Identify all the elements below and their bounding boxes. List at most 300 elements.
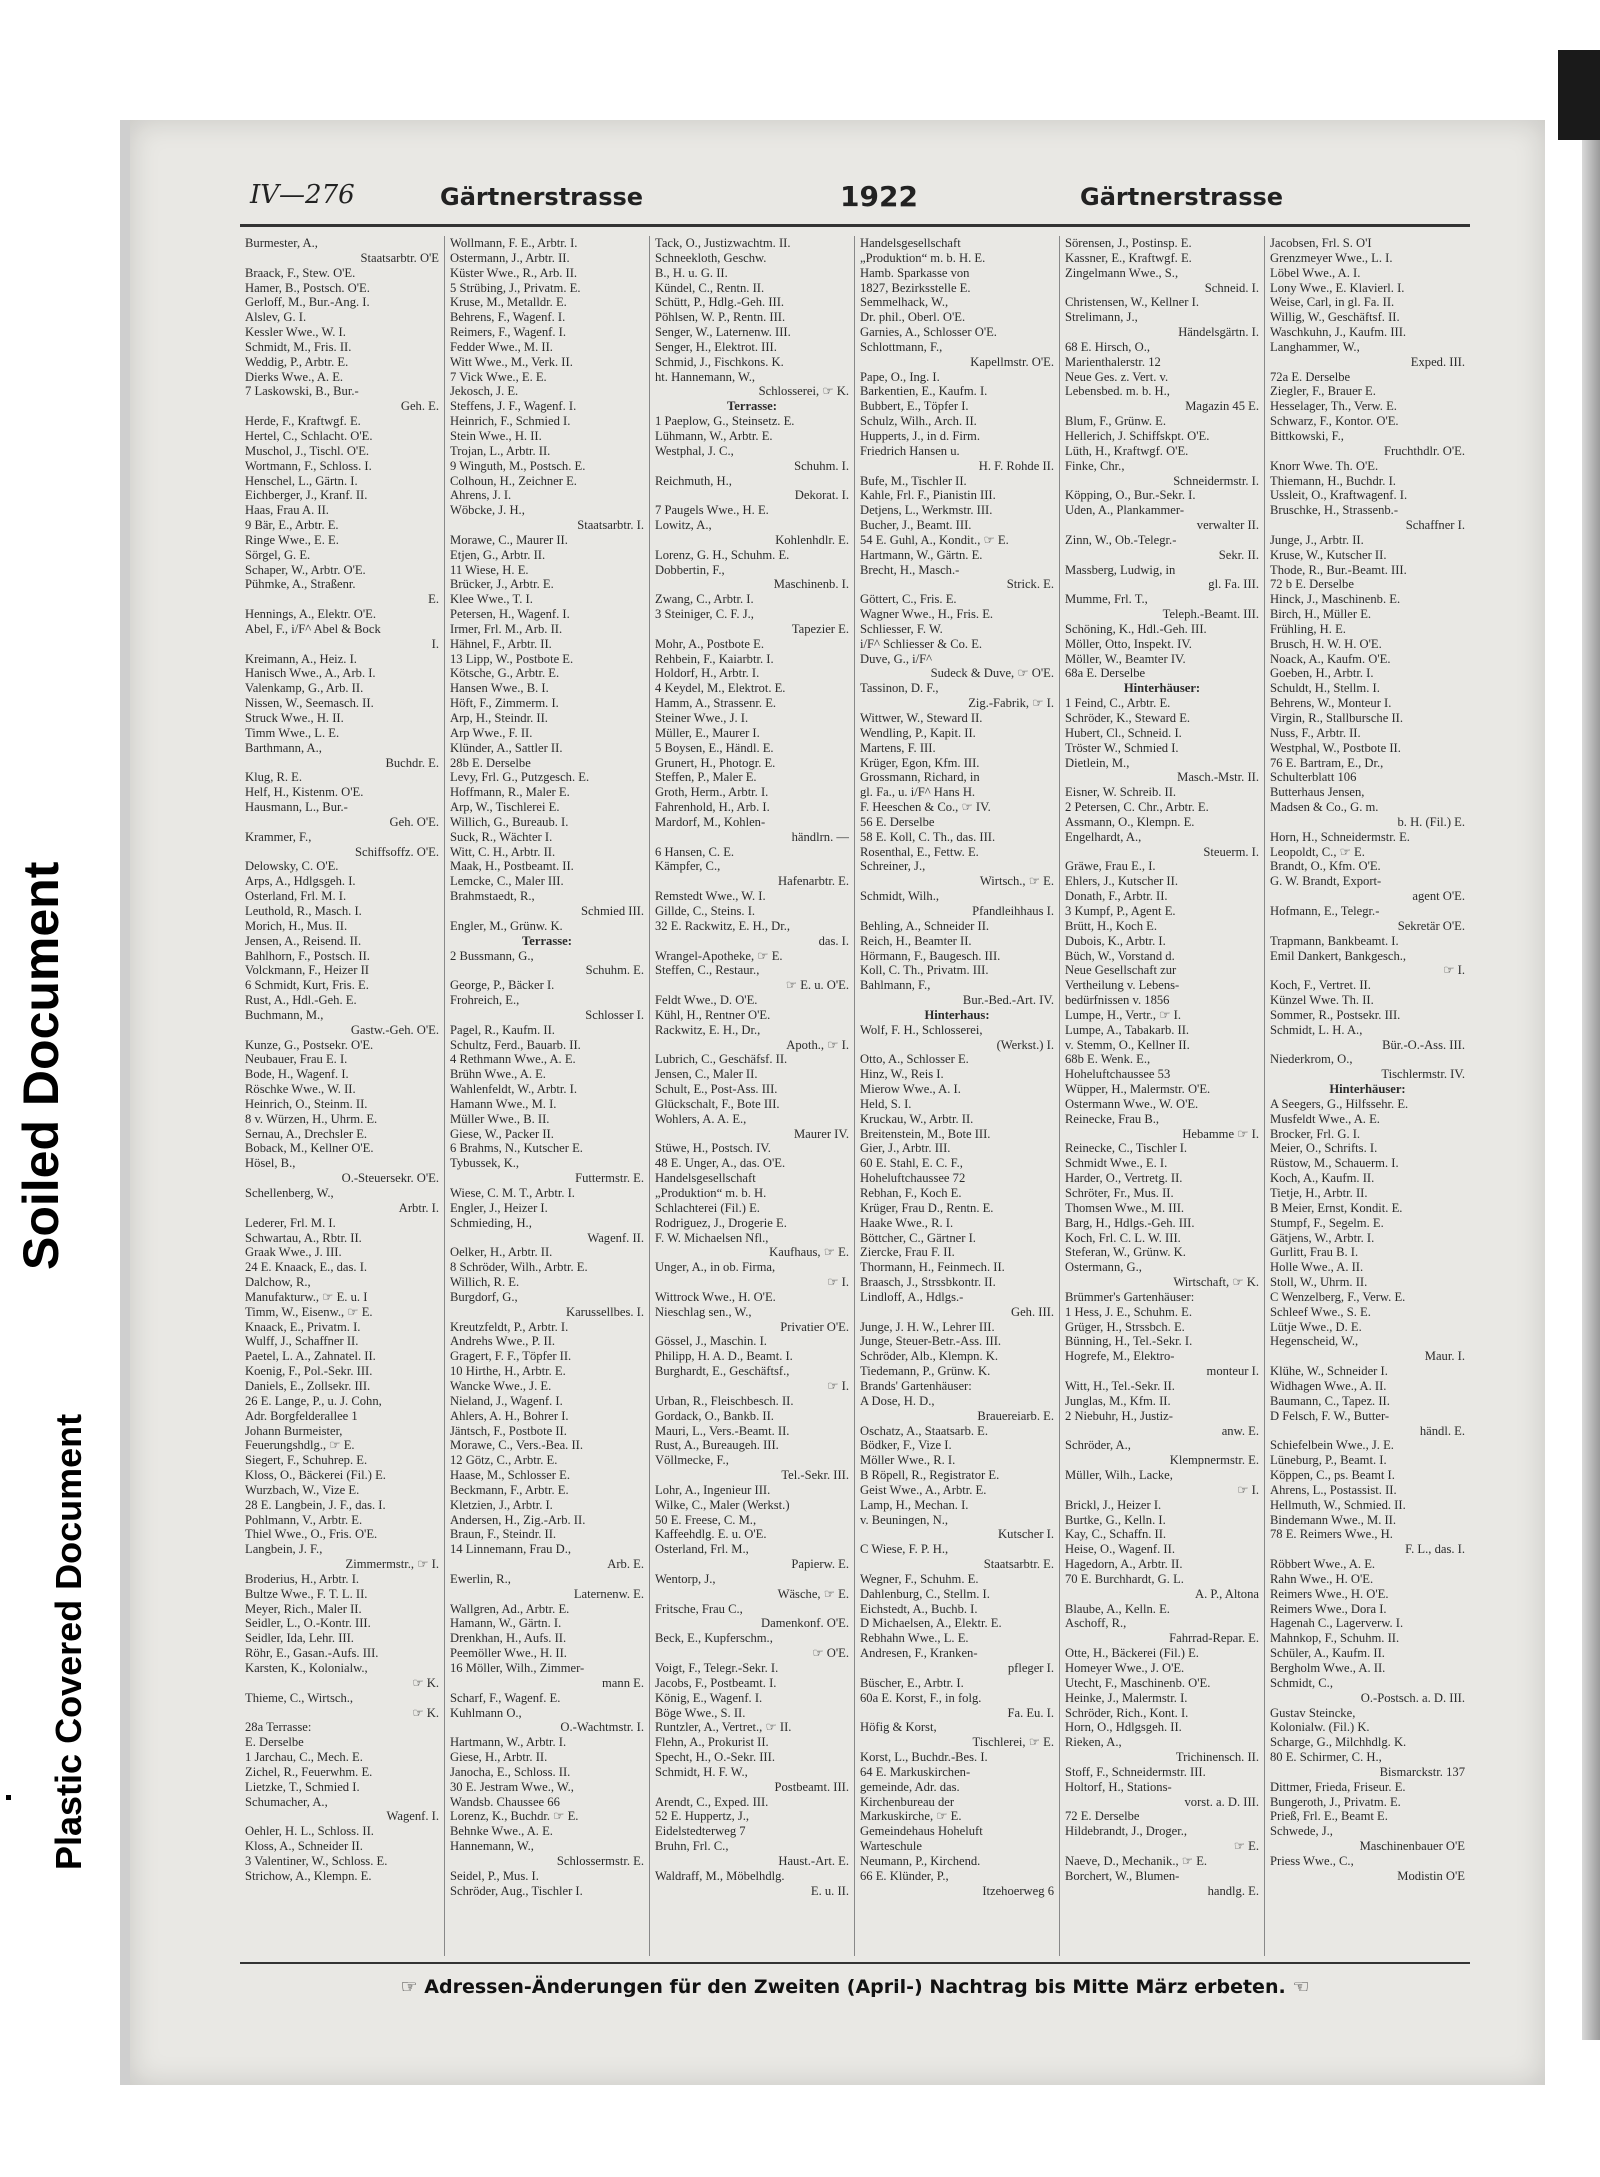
directory-entry: Musfeldt Wwe., A. E. xyxy=(1270,1111,1380,1126)
directory-entry: Seidler, Ida, Lehr. III. xyxy=(245,1631,354,1646)
directory-entry: Nieland, J., Wagenf. I. xyxy=(450,1393,563,1408)
directory-entry: Heinrich, O., Steinm. II. xyxy=(245,1096,368,1111)
directory-entry: Höft, F., Zimmerm. I. xyxy=(450,696,559,711)
directory-entry: 7 Laskowski, B., Bur.- xyxy=(245,384,359,399)
directory-entry: Oehler, H. L., Schloss. II. xyxy=(245,1824,374,1839)
directory-entry: 28a Terrasse: xyxy=(245,1720,312,1735)
directory-entry: Schiffsoffz. O'E. xyxy=(355,844,439,859)
directory-entry: Stoff, F., Schneidermstr. III. xyxy=(1065,1764,1206,1779)
directory-entry: Paetel, L. A., Zahnatel. II. xyxy=(245,1349,376,1364)
directory-entry: Lumpe, A., Tabakarb. II. xyxy=(1065,1022,1190,1037)
directory-entry: Knaack, E., Privatm. I. xyxy=(245,1319,361,1334)
directory-entry: Lebensbed. m. b. H., xyxy=(1065,384,1170,399)
directory-entry: Tack, O., Justizwachtm. II. xyxy=(655,236,791,250)
directory-entry: Schneid. I. xyxy=(1204,280,1259,295)
directory-entry: Ziegler, F., Brauer E. xyxy=(1270,384,1376,399)
directory-entry: Buchdr. E. xyxy=(385,755,439,770)
directory-entry: Steffen, P., Maler E. xyxy=(655,770,757,785)
directory-entry: Rieken, A., xyxy=(1065,1735,1122,1750)
directory-entry: 28 E. Langbein, J. F., das. I. xyxy=(245,1497,386,1512)
directory-entry: Ehlers, J., Kutscher II. xyxy=(1065,874,1178,889)
directory-entry: Wegner, F., Schuhm. E. xyxy=(860,1571,979,1586)
directory-entry: Hagedorn, A., Arbtr. II. xyxy=(1065,1557,1183,1572)
directory-entry: Prieß, Frl. E., Beamt E. xyxy=(1270,1809,1388,1824)
directory-entry: Wittwer, W., Steward II. xyxy=(860,711,983,725)
directory-entry: Zichel, R., Feuerwhm. E. xyxy=(245,1764,373,1779)
directory-entry: Peemöller Wwe., H. II. xyxy=(450,1646,567,1661)
directory-entry: 1827, Bezirksstelle E. xyxy=(860,280,971,295)
directory-entry: Junge, J. H. W., Lehrer III. xyxy=(860,1319,995,1334)
directory-entry: Wagenf. I. xyxy=(386,1809,439,1824)
directory-entry: Neumann, P., Kirchend. xyxy=(860,1853,981,1868)
directory-entry: Hogrefe, M., Elektro- xyxy=(1065,1349,1175,1364)
directory-entry: Kruse, M., Metalldr. E. xyxy=(450,295,567,310)
directory-entry: Sörensen, J., Postinsp. E. xyxy=(1065,236,1192,250)
directory-entry: Schuhm. E. xyxy=(585,963,644,978)
directory-entry: Barg, H., Hdlgs.-Geh. III. xyxy=(1065,1215,1195,1230)
directory-entry: 56 E. Derselbe xyxy=(860,814,935,829)
directory-entry: Emil Dankert, Bankgesch., xyxy=(1270,948,1407,963)
margin-tick-mark xyxy=(6,1795,11,1800)
directory-entry: Hoheluftchaussee 72 xyxy=(860,1171,966,1186)
directory-entry: Garnies, A., Schlosser O'E. xyxy=(860,325,997,340)
directory-entry: Röschke Wwe., W. II. xyxy=(245,1082,356,1097)
directory-entry: Jäntsch, F., Postbote II. xyxy=(450,1423,567,1438)
directory-entry: Ziercke, Frau F. II. xyxy=(860,1245,955,1260)
directory-entry: Urban, R., Fleischbesch. II. xyxy=(655,1393,794,1408)
directory-entry: Bur.-Bed.-Art. IV. xyxy=(962,993,1054,1008)
directory-entry: Kloss, O., Bäckerei (Fil.) E. xyxy=(245,1468,386,1483)
directory-entry: Kletzien, J., Arbtr. I. xyxy=(450,1497,553,1512)
directory-column-6 xyxy=(1265,236,1470,1956)
directory-entry: A Seegers, G., Hilfssehr. E. xyxy=(1270,1096,1409,1111)
directory-entry: Sekr. II. xyxy=(1218,547,1259,562)
directory-entry: Kassner, E., Kraftwgf. E. xyxy=(1065,250,1192,265)
directory-entry: Rosenthal, E., Fettw. E. xyxy=(860,844,979,859)
directory-entry: Sommer, R., Postsekr. III. xyxy=(1270,1007,1401,1022)
directory-entry: Kirchenbureau der xyxy=(860,1794,955,1809)
directory-entry: Bubbert, E., Töpfer I. xyxy=(860,399,969,414)
directory-entry: Ostermann, G., xyxy=(1065,1260,1142,1275)
directory-entry: Giese, W., Packer II. xyxy=(450,1126,554,1141)
directory-entry: Büch, W., Vorstand d. xyxy=(1065,948,1175,963)
directory-entry: Witt, C. H., Arbtr. II. xyxy=(450,844,556,859)
directory-entry: Brecht, H., Masch.- xyxy=(860,562,960,577)
directory-entry: Breitenstein, M., Bote III. xyxy=(860,1126,991,1141)
directory-entry: Wäsche, ☞ E. xyxy=(777,1586,849,1601)
directory-entry: Lowitz, A., xyxy=(655,518,712,533)
directory-entry: Junge, J., Arbtr. II. xyxy=(1270,532,1364,547)
directory-entry: König, E., Wagenf. I. xyxy=(655,1690,763,1705)
directory-column-1 xyxy=(240,236,445,1956)
directory-entry: Horn, O., Hdlgsgeh. II. xyxy=(1065,1720,1182,1735)
directory-entry: Müller Wwe., B. II. xyxy=(450,1111,550,1126)
directory-entry: Strelimann, J., xyxy=(1065,310,1138,325)
directory-entry: Behnke Wwe., A. E. xyxy=(450,1824,553,1839)
directory-entry: Struck Wwe., H. II. xyxy=(245,711,344,725)
directory-entry: Kahle, Frl. F., Pianistin III. xyxy=(860,488,996,503)
directory-entry: Staatsarbtr. E. xyxy=(983,1557,1054,1572)
directory-entry: 58 E. Koll, C. Th., das. III. xyxy=(860,829,996,844)
directory-entry: Mumme, Frl. T., xyxy=(1065,592,1148,607)
directory-entry: Dierks Wwe., A. E. xyxy=(245,369,344,384)
directory-entry: Goeben, H., Arbtr. I. xyxy=(1270,666,1374,681)
directory-entry: Petersen, H., Wagenf. I. xyxy=(450,607,570,622)
directory-entry: Kolonialw. (Fil.) K. xyxy=(1270,1720,1370,1735)
directory-entry: Steffen, C., Restaur., xyxy=(655,963,760,978)
directory-entry: 50 E. Freese, C. M., xyxy=(655,1512,757,1527)
directory-entry: Gätjens, W., Arbtr. I. xyxy=(1270,1230,1375,1245)
plastic-covered-label: Plastic Covered Document xyxy=(48,1413,89,1870)
directory-entry: Assmann, O., Klempn. E. xyxy=(1065,814,1195,829)
directory-entry: Irmer, Frl. M., Arb. II. xyxy=(450,621,563,636)
directory-entry: Helf, H., Kistenm. O'E. xyxy=(245,785,364,800)
directory-entry: 30 E. Jestram Wwe., W., xyxy=(450,1779,574,1794)
directory-entry: Harder, O., Vertretg. II. xyxy=(1065,1171,1183,1186)
directory-entry: Postbeamt. III. xyxy=(774,1779,849,1794)
directory-entry: Sörgel, G. E. xyxy=(245,547,311,562)
directory-entry: Tietje, H., Arbtr. II. xyxy=(1270,1186,1368,1200)
directory-entry: 24 E. Knaack, E., das. I. xyxy=(245,1260,368,1275)
directory-entry: 68b E. Wenk. E., xyxy=(1065,1052,1151,1067)
directory-entry: 1 Feind, C., Arbtr. E. xyxy=(1065,696,1171,711)
directory-entry: Kruckau, W., Arbtr. II. xyxy=(860,1111,974,1126)
directory-entry: 60a E. Korst, F., in folg. xyxy=(860,1690,982,1705)
directory-entry: Colhoun, H., Zeichner E. xyxy=(450,473,577,488)
directory-entry: Rebhahn Wwe., L. E. xyxy=(860,1631,969,1646)
directory-entry: Korst, L., Buchdr.-Bes. I. xyxy=(860,1750,988,1765)
directory-entry: v. Stemm, O., Kellner II. xyxy=(1065,1037,1190,1052)
directory-entry: Wüpper, H., Malermstr. O'E. xyxy=(1065,1082,1211,1097)
directory-entry: Völlmecke, F., xyxy=(655,1453,729,1468)
directory-entry: ☞ E. u. O'E. xyxy=(785,978,849,993)
directory-entry: Hesselager, Th., Verw. E. xyxy=(1270,399,1397,414)
directory-entry: Itzehoerweg 6 xyxy=(982,1883,1054,1898)
directory-entry: gl. Fa. III. xyxy=(1208,577,1259,592)
directory-entry: Hildebrandt, J., Droger., xyxy=(1065,1824,1188,1839)
directory-entry: 1 Paeplow, G., Steinsetz. E. xyxy=(655,414,795,429)
directory-entry: Thiel Wwe., O., Fris. O'E. xyxy=(245,1527,378,1542)
directory-entry: Röhr, E., Gasan.-Aufs. III. xyxy=(245,1646,379,1661)
directory-entry: (Werkst.) I. xyxy=(996,1037,1054,1052)
directory-entry: Rahn Wwe., H. O'E. xyxy=(1270,1571,1374,1586)
directory-entry: Eidelstedterweg 7 xyxy=(655,1824,746,1839)
directory-entry: Maurer IV. xyxy=(793,1126,849,1141)
directory-entry: Schwarz, F., Kontor. O'E. xyxy=(1270,414,1399,429)
directory-entry: Neue Ges. z. Vert. v. xyxy=(1065,369,1169,384)
directory-entry: F. L., das. I. xyxy=(1405,1542,1465,1557)
directory-entry: Warteschule xyxy=(860,1839,922,1854)
directory-entry: Rebhan, F., Koch E. xyxy=(860,1186,962,1200)
directory-entry: Koenig, F., Pol.-Sekr. III. xyxy=(245,1364,373,1379)
directory-entry: Möller, Otto, Inspekt. IV. xyxy=(1065,636,1192,651)
directory-entry: Schlottmann, F., xyxy=(860,339,943,354)
directory-entry: Wortmann, F., Schloss. I. xyxy=(245,458,372,473)
scan-corner-shadow xyxy=(1558,50,1600,140)
directory-entry: 4 Rethmann Wwe., A. E. xyxy=(450,1052,576,1067)
directory-entry: 9 Winguth, M., Postsch. E. xyxy=(450,458,586,473)
directory-entry: Utecht, F., Maschinenb. O'E. xyxy=(1065,1675,1211,1690)
directory-entry: Pöhlsen, W. P., Rentn. III. xyxy=(655,310,786,325)
directory-entry: gemeinde, Adr. das. xyxy=(860,1779,960,1794)
directory-entry: Witt, H., Tel.-Sekr. II. xyxy=(1065,1378,1175,1393)
directory-entry: „Produktion“ m. b. H. E. xyxy=(860,250,986,265)
directory-entry: b. H. (Fil.) E. xyxy=(1397,814,1465,829)
directory-entry: Hörmann, F., Baugesch. III. xyxy=(860,948,1001,963)
directory-entry: Ussleit, O., Kraftwagenf. I. xyxy=(1270,488,1408,503)
directory-entry: Witt Wwe., M., Verk. II. xyxy=(450,354,573,369)
directory-entry: 80 E. Schirmer, C. H., xyxy=(1270,1750,1382,1765)
directory-entry: E. Derselbe xyxy=(245,1735,304,1750)
directory-entry: Hellmuth, W., Schmied. II. xyxy=(1270,1497,1406,1512)
directory-entry: Fruchthdlr. O'E. xyxy=(1384,443,1465,458)
directory-entry: Wirtsch., ☞ E. xyxy=(979,874,1054,889)
directory-entry: Kohlenhdlr. E. xyxy=(775,532,849,547)
directory-entry: Kuhlmann O., xyxy=(450,1705,522,1720)
directory-entry: Ringe Wwe., E. E. xyxy=(245,532,339,547)
directory-entry: Schröder, Aug., Tischler I. xyxy=(450,1883,583,1898)
directory-entry: F. Heeschen & Co., ☞ IV. xyxy=(860,800,991,815)
directory-entry: Holtorf, H., Stations- xyxy=(1065,1779,1172,1794)
directory-entry: Apoth., ☞ I. xyxy=(786,1037,849,1052)
directory-column-2 xyxy=(445,236,650,1956)
directory-entry: anw. E. xyxy=(1221,1423,1259,1438)
directory-entry: Wolf, F. H., Schlosserei, xyxy=(860,1022,983,1037)
directory-entry: Widhagen Wwe., A. II. xyxy=(1270,1378,1387,1393)
directory-entry: Schröder, Alb., Klempn. K. xyxy=(860,1349,999,1364)
directory-entry: Engler, M., Grünw. K. xyxy=(450,918,563,933)
directory-entry: Neue Gesellschaft zur xyxy=(1065,963,1177,978)
directory-entry: Schreiner, J., xyxy=(860,859,926,874)
directory-entry: Schellenberg, W., xyxy=(245,1186,334,1200)
directory-entry: Held, S. I. xyxy=(860,1096,912,1111)
directory-entry: B Röpell, R., Registrator E. xyxy=(860,1468,1000,1483)
directory-entry: 26 E. Lange, P., u. J. Cohn, xyxy=(245,1393,382,1408)
directory-entry: Leopoldt, C., ☞ E. xyxy=(1270,844,1365,859)
directory-entry: Jensen, C., Maler II. xyxy=(655,1067,758,1082)
directory-entry: Reich, H., Beamter II. xyxy=(860,933,972,948)
directory-entry: Timm Wwe., L. E. xyxy=(245,725,340,740)
directory-entry: 32 E. Rackwitz, E. H., Dr., xyxy=(655,918,791,933)
directory-entry: ☞ I. xyxy=(827,1378,849,1393)
directory-entry: 13 Lipp, W., Postbote E. xyxy=(450,651,574,666)
directory-entry: Muschol, J., Tischl. O'E. xyxy=(245,443,370,458)
directory-entry: Wilke, C., Maler (Werkst.) xyxy=(655,1497,790,1512)
directory-entry: George, P., Bäcker I. xyxy=(450,978,555,993)
footer-rule xyxy=(240,1962,1470,1964)
directory-entry: Schuldt, H., Stellm. I. xyxy=(1270,681,1380,696)
directory-entry: 8 v. Würzen, H., Uhrm. E. xyxy=(245,1111,378,1126)
directory-entry: 2 Petersen, C. Chr., Arbtr. E. xyxy=(1065,800,1209,815)
directory-entry: Haust.-Art. E. xyxy=(778,1853,849,1868)
directory-entry: „Produktion“ m. b. H. xyxy=(655,1186,767,1200)
directory-entry: Schneidermstr. I. xyxy=(1173,473,1259,488)
directory-entry: Wöbcke, J. H., xyxy=(450,503,525,518)
directory-entry: Haake Wwe., R. I. xyxy=(860,1215,954,1230)
directory-entry: D Felsch, F. W., Butter- xyxy=(1270,1408,1390,1423)
directory-entry: Schmied III. xyxy=(581,903,644,918)
directory-entry: Masch.-Mstr. II. xyxy=(1177,770,1259,785)
directory-entry: Mauri, L., Vers.-Beamt. II. xyxy=(655,1423,790,1438)
directory-entry: Kreimann, A., Heiz. I. xyxy=(245,651,357,666)
directory-entry: gl. Fa., u. i/F^ Hans H. xyxy=(860,785,976,800)
directory-entry: Teleph.-Beamt. III. xyxy=(1162,607,1259,622)
directory-entry: Strichow, A., Klempn. E. xyxy=(245,1868,372,1883)
directory-entry: Ahrens, L., Postassist. II. xyxy=(1270,1482,1397,1497)
directory-entry: Köpping, O., Bur.-Sekr. I. xyxy=(1065,488,1196,503)
directory-entry: Grenzmeyer Wwe., L. I. xyxy=(1270,250,1393,265)
directory-entry: v. Beuningen, N., xyxy=(860,1512,949,1527)
directory-entry: Morawe, C., Vers.-Bea. II. xyxy=(450,1438,584,1453)
directory-entry: Möller Wwe., R. I. xyxy=(860,1453,956,1468)
directory-entry: Ahlers, A. H., Bohrer I. xyxy=(450,1408,569,1423)
directory-entry: D Michaelsen, A., Elektr. E. xyxy=(860,1616,1002,1631)
directory-entry: Arp, H., Steindr. II. xyxy=(450,711,548,725)
directory-entry: Rackwitz, E. H., Dr., xyxy=(655,1022,761,1037)
directory-entry: Lony Wwe., E. Klavierl. I. xyxy=(1270,280,1405,295)
directory-entry: Bergholm Wwe., A. II. xyxy=(1270,1661,1386,1675)
directory-entry: Morawe, C., Maurer II. xyxy=(450,532,568,547)
directory-entry: Privatier O'E. xyxy=(780,1319,849,1334)
directory-entry: Barthmann, A., xyxy=(245,740,322,755)
directory-entry: Dr. phil., Oberl. O'E. xyxy=(860,310,966,325)
directory-entry: Holle Wwe., A. II. xyxy=(1270,1260,1364,1275)
directory-entry: Hamb. Sparkasse von xyxy=(860,265,970,280)
directory-entry: Jacobs, F., Postbeamt. I. xyxy=(655,1675,777,1690)
directory-entry: Feldt Wwe., D. O'E. xyxy=(655,993,758,1008)
directory-entry: 3 Valentiner, W., Schloss. E. xyxy=(245,1853,388,1868)
directory-entry: Löbel Wwe., A. I. xyxy=(1270,265,1361,280)
directory-entry: Lietzke, T., Schmied I. xyxy=(245,1779,360,1794)
directory-entry: Aschoff, R., xyxy=(1065,1616,1127,1631)
directory-entry: Handelsgesellschaft xyxy=(860,236,961,250)
directory-entry: Kämpfer, C., xyxy=(655,859,721,874)
directory-entry: Detjens, L., Werkmstr. III. xyxy=(860,503,993,518)
directory-entry: Maschinenb. I. xyxy=(773,577,849,592)
directory-entry: Semmelhack, W., xyxy=(860,295,949,310)
directory-entry: Maschinenbauer O'E xyxy=(1359,1839,1465,1854)
directory-entry: verwalter II. xyxy=(1196,518,1259,533)
directory-entry: Hinterhaus: xyxy=(924,1007,990,1022)
directory-entry: Kündel, C., Rentn. II. xyxy=(655,280,765,295)
directory-entry: Wagenf. II. xyxy=(587,1230,644,1245)
directory-entry: Suck, R., Wächter I. xyxy=(450,829,553,844)
directory-entry: C Wenzelberg, F., Verw. E. xyxy=(1270,1289,1406,1304)
soiled-document-label: Soiled Document xyxy=(13,861,69,1270)
directory-entry: Grunert, H., Photogr. E. xyxy=(655,755,776,770)
directory-entry: 72a E. Derselbe xyxy=(1270,369,1351,384)
directory-entry: Gemeindehaus Hoheluft xyxy=(860,1824,983,1839)
directory-entry: Bruhn, Frl. C., xyxy=(655,1839,729,1854)
directory-entry: Junglas, M., Kfm. II. xyxy=(1065,1393,1171,1408)
directory-entry: Klug, R. E. xyxy=(245,770,303,785)
directory-entry: Hinck, J., Maschinenb. E. xyxy=(1270,592,1401,607)
directory-entry: Krüger, Frau D., Rentn. E. xyxy=(860,1200,994,1215)
pointing-hand-right-icon: ☜ xyxy=(1292,1976,1310,1998)
directory-entry: Wollmann, F. E., Arbtr. I. xyxy=(450,236,578,250)
directory-entry: 52 E. Huppertz, J., xyxy=(655,1809,750,1824)
directory-entry: Arb. E. xyxy=(607,1557,644,1572)
directory-entry: Dekorat. I. xyxy=(794,488,849,503)
directory-entry: Karussellbes. I. xyxy=(566,1304,644,1319)
directory-entry: 1 Hess, J. E., Schuhm. E. xyxy=(1065,1304,1192,1319)
directory-entry: Engelhardt, A., xyxy=(1065,829,1142,844)
directory-entry: Schuhm. I. xyxy=(794,458,849,473)
directory-entry: Alslev, G. I. xyxy=(245,310,307,325)
directory-entry: Kloss, A., Schneider II. xyxy=(245,1839,363,1854)
directory-entry: Hamann Wwe., M. I. xyxy=(450,1096,557,1111)
directory-entry: Bür.-O.-Ass. III. xyxy=(1382,1037,1465,1052)
directory-entry: Senger, W., Laternenw. III. xyxy=(655,325,791,340)
directory-entry: Trojan, L., Arbtr. II. xyxy=(450,443,551,458)
directory-entry: Oschatz, A., Staatsarb. E. xyxy=(860,1423,989,1438)
directory-entry: Brandt, O., Kfm. O'E. xyxy=(1270,859,1381,874)
directory-entry: Kapellmstr. O'E. xyxy=(970,354,1054,369)
page-number: IV—276 xyxy=(250,180,355,210)
directory-entry: Strick. E. xyxy=(1006,577,1054,592)
directory-entry: Eichstedt, A., Buchb. I. xyxy=(860,1601,978,1616)
directory-entry: Herde, F., Kraftwgf. E. xyxy=(245,414,361,429)
directory-entry: Fritsche, Frau C., xyxy=(655,1601,743,1616)
directory-entry: Burmester, A., xyxy=(245,236,318,250)
directory-entry: Gragert, F. F., Töpfer II. xyxy=(450,1349,572,1364)
directory-entry: Geist Wwe., A., Arbtr. E. xyxy=(860,1482,987,1497)
directory-entry: 7 Vick Wwe., E. E. xyxy=(450,369,547,384)
directory-entry: Manufakturw., ☞ E. u. I xyxy=(245,1289,368,1304)
directory-entry: Engler, J., Heizer I. xyxy=(450,1200,548,1215)
directory-entry: ☞ I. xyxy=(1443,963,1465,978)
directory-entry: Gustav Steincke, xyxy=(1270,1705,1356,1720)
directory-column-4 xyxy=(855,236,1060,1956)
directory-entry: Homeyer Wwe., J. O'E. xyxy=(1065,1661,1185,1675)
directory-entry: Jensen, A., Reisend. II. xyxy=(245,933,362,948)
directory-entry: Wirtschaft, ☞ K. xyxy=(1173,1275,1259,1290)
directory-entry: Hofmann, E., Telegr.- xyxy=(1270,903,1380,918)
directory-entry: E. u. II. xyxy=(810,1883,849,1898)
directory-entry: A Dose, H. D., xyxy=(860,1393,935,1408)
footer-text: Adressen-Änderungen für den Zweiten (April-) Nachtrag bis Mitte März erbeten. xyxy=(424,1976,1286,1998)
directory-entry: Timm, W., Eisenw., ☞ E. xyxy=(245,1304,373,1319)
directory-entry: Schaffner I. xyxy=(1405,518,1465,533)
directory-entry: Wurzbach, W., Vize E. xyxy=(245,1482,360,1497)
directory-entry: Hafenarbtr. E. xyxy=(778,874,849,889)
directory-entry: Steuerm. I. xyxy=(1203,844,1259,859)
directory-entry: Meier, O., Schrifts. I. xyxy=(1270,1141,1378,1156)
directory-entry: Hähnel, F., Arbtr. II. xyxy=(450,636,552,651)
directory-entry: Wentorp, J., xyxy=(655,1571,716,1586)
footer-notice xyxy=(240,1976,1470,1998)
directory-entry: 70 E. Burchhardt, G. L. xyxy=(1065,1571,1184,1586)
directory-entry: Nuss, F., Arbtr. II. xyxy=(1270,725,1361,740)
directory-entry: Drenkhan, H., Aufs. II. xyxy=(450,1631,567,1646)
directory-entry: 5 Strübing, J., Privatm. E. xyxy=(450,280,581,295)
directory-entry: Tassinon, D. F., xyxy=(860,681,939,696)
directory-entry: Feuerungshdlg., ☞ E. xyxy=(245,1438,355,1453)
directory-entry: Lamp, H., Mechan. I. xyxy=(860,1497,969,1512)
directory-entry: Rust, A., Hdl.-Geh. E. xyxy=(245,993,357,1008)
directory-entry: Langhammer, W., xyxy=(1270,339,1360,354)
directory-entry: Schütt, P., Hdlg.-Geh. III. xyxy=(655,295,785,310)
directory-entry: Brands' Gartenhäuser: xyxy=(860,1378,972,1393)
directory-entry: Oelker, H., Arbtr. II. xyxy=(450,1245,553,1260)
directory-entry: Müller, E., Maurer I. xyxy=(655,725,760,740)
directory-entry: Mahnkop, F., Schuhm. II. xyxy=(1270,1631,1400,1646)
directory-entry: Brusch, H. W. H. O'E. xyxy=(1270,636,1382,651)
directory-entry: Lühmann, W., Arbtr. E. xyxy=(655,428,773,443)
directory-entry: Unger, A., in ob. Firma, xyxy=(655,1260,776,1275)
directory-entry: Andresen, F., Kranken- xyxy=(860,1646,978,1661)
directory-entry: Buchmann, M., xyxy=(245,1007,324,1022)
